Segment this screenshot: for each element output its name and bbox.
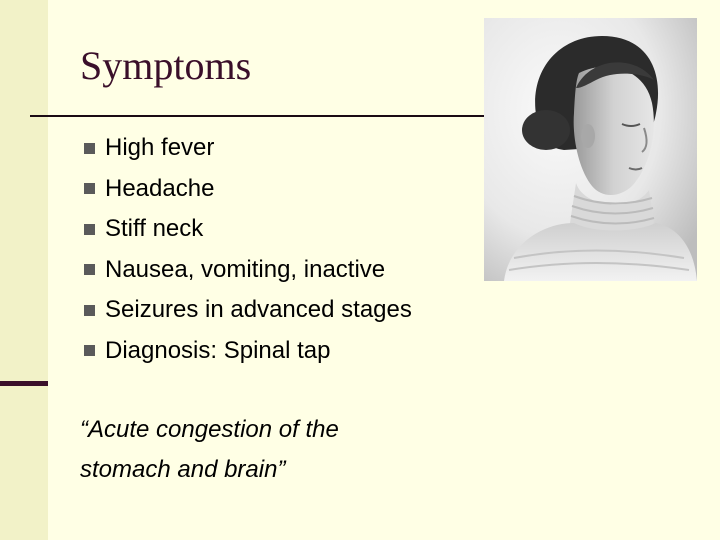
square-bullet-icon bbox=[84, 264, 95, 275]
quote-text bbox=[80, 410, 339, 490]
quote-line: “Acute congestion of the bbox=[80, 416, 339, 443]
bullet-text: Diagnosis: Spinal tap bbox=[105, 336, 331, 364]
portrait-photo bbox=[484, 18, 697, 281]
bullet-item bbox=[84, 128, 412, 169]
square-bullet-icon bbox=[84, 183, 95, 194]
square-bullet-icon bbox=[84, 143, 95, 154]
bullet-item bbox=[84, 290, 412, 331]
bullet-item bbox=[84, 250, 412, 291]
bullet-item bbox=[84, 169, 412, 210]
bullet-text: Stiff neck bbox=[105, 215, 204, 243]
bullet-text: Nausea, vomiting, inactive bbox=[105, 255, 386, 283]
quote-line: stomach and brain” bbox=[80, 456, 286, 483]
left-band-accent-bar bbox=[0, 381, 48, 386]
bullet-text: Seizures in advanced stages bbox=[105, 296, 412, 324]
portrait-image bbox=[484, 18, 697, 281]
bullet-item bbox=[84, 209, 412, 250]
bullet-item bbox=[84, 331, 412, 372]
bullet-text: Headache bbox=[105, 174, 215, 202]
left-decorative-band bbox=[0, 0, 48, 540]
title-divider bbox=[30, 115, 500, 117]
bullet-text: High fever bbox=[105, 134, 215, 162]
square-bullet-icon bbox=[84, 224, 95, 235]
square-bullet-icon bbox=[84, 345, 95, 356]
slide-title: Symptoms bbox=[80, 43, 252, 88]
square-bullet-icon bbox=[84, 305, 95, 316]
bullet-list bbox=[84, 128, 412, 371]
